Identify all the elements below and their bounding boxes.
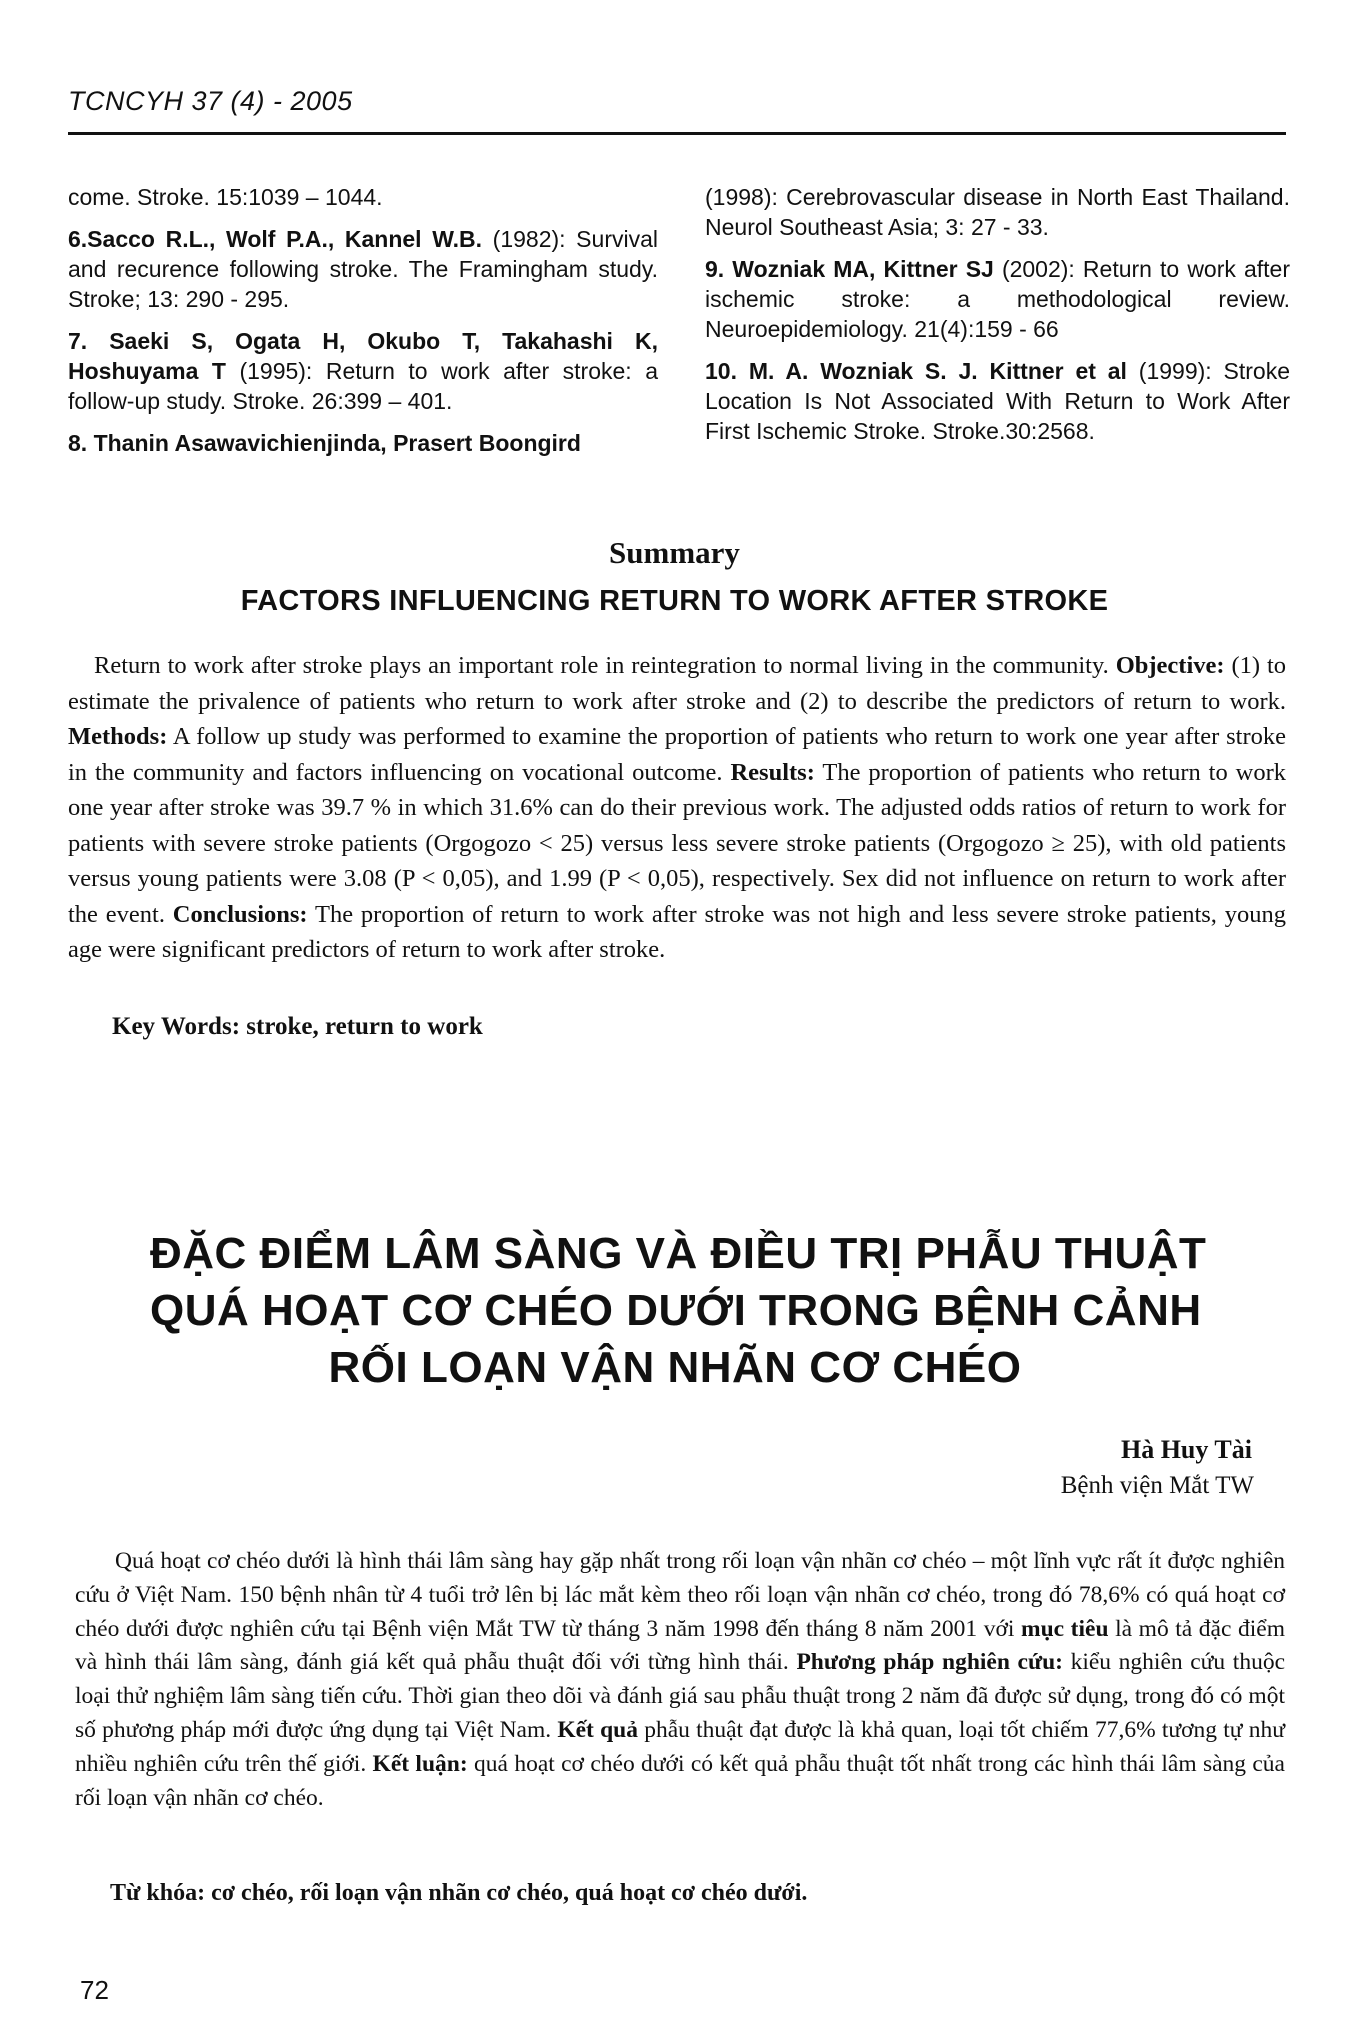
summary-subtitle: FACTORS INFLUENCING RETURN TO WORK AFTER STROKE bbox=[240, 585, 1109, 617]
reference-item bbox=[68, 326, 658, 416]
reference-authors: 9. Wozniak MA, Kittner SJ bbox=[705, 256, 994, 282]
reference-item bbox=[705, 254, 1290, 344]
conclusions-label: Conclusions: bbox=[172, 900, 308, 928]
article-title bbox=[150, 1225, 1207, 1396]
reference-text: (1995): Return to work after stroke: a follow-up study. Stroke. 26:399 – 401. bbox=[68, 358, 658, 414]
method-label: Phương pháp nghiên cứu: bbox=[796, 1649, 1063, 1676]
reference-item bbox=[68, 428, 658, 458]
result-text: phẫu thuật đạt được là khả quan, loại tốt chiếm 77,6% tương tự như nhiều nghiên cứu trên thế giới. bbox=[75, 1716, 1285, 1777]
objective-text: (1) to estimate the privalence of patients who return to work after stroke and (2) to describe the predictors of return to work. bbox=[68, 652, 1287, 715]
result-label: Kết quả bbox=[557, 1716, 638, 1743]
reference-text: (2002): Return to work after ischemic stroke: a methodological review. Neuroepidemiology. 21(4):159 - 66 bbox=[705, 256, 1291, 342]
author-affiliation: Bệnh viện Mắt TW bbox=[1060, 1472, 1254, 1499]
reference-item bbox=[705, 356, 1290, 446]
article-title-line: QUÁ HOẠT CƠ CHÉO DƯỚI TRONG BỆNH CẢNH bbox=[150, 1286, 1202, 1335]
vn-keywords-label: Từ khóa: bbox=[110, 1880, 206, 1906]
english-abstract bbox=[68, 648, 1286, 968]
vn-abstract-intro: Quá hoạt cơ chéo dưới là hình thái lâm sàng hay gặp nhất trong rối loạn vận nhãn cơ chéo – một lĩnh vực rất ít được nghiên cứu ở Việt Nam. 150 bệnh nhân từ 4 tuổi trở lên bị lác mắt kèm theo rối loạn vận nhãn cơ chéo, trong đó 78,6% có quá hoạt cơ chéo dưới được nghiên cứu tại Bệnh viện Mắt TW từ tháng 3 năm 1998 đến tháng 8 năm 2001 với bbox=[75, 1548, 1285, 1642]
reference-text: (1982): Survival and recurence following stroke. The Framingham study. Stroke; 13: 290 - 295. bbox=[68, 226, 658, 312]
vietnamese-abstract bbox=[75, 1545, 1285, 1815]
references-left-column bbox=[68, 182, 658, 470]
results-text: The proportion of patients who return to work one year after stroke was 39.7 % in which 31.6% can do their previous work. The adjusted odds ratios of return to work for patients with severe stroke patients (Orgogozo < 25) versus less severe stroke patients (Orgogozo ≥ 25), with old patients versus young patients were 3.08 (P < 0,05), and 1.99 (P < 0,05), respectively. Sex did not influence on return to work after the event. bbox=[68, 758, 1286, 928]
header-rule bbox=[68, 132, 1286, 135]
references-right-column bbox=[705, 182, 1290, 458]
conclusions-text: The proportion of return to work after stroke was not high and less severe stroke patients, young age were significant predictors of return to work after stroke. bbox=[68, 900, 1287, 963]
aim-label: mục tiêu bbox=[1021, 1615, 1109, 1642]
aim-text: là mô tả đặc điểm và hình thái lâm sàng, đánh giá kết quả phẫu thuật đối với từng hình thái. bbox=[75, 1615, 1285, 1676]
reference-text: (1998): Cerebrovascular disease in North East Thailand. Neurol Southeast Asia; 3: 27 - 33. bbox=[705, 184, 1290, 240]
reference-text: come. Stroke. 15:1039 – 1044. bbox=[68, 184, 383, 210]
method-text: kiểu nghiên cứu thuộc loại thử nghiệm lâm sàng tiến cứu. Thời gian theo dõi và đánh giá sau phẫu thuật trong 2 năm đã được sử dụng, trong đó có một số phương pháp mới được ứng dụng tại Việt Nam. bbox=[75, 1649, 1286, 1743]
abstract-intro: Return to work after stroke plays an important role in reintegration to normal living in the community. bbox=[94, 652, 1109, 679]
reference-item bbox=[705, 182, 1290, 242]
reference-authors: 6.Sacco R.L., Wolf P.A., Kannel W.B. bbox=[68, 226, 483, 252]
journal-header: TCNCYH 37 (4) - 2005 bbox=[68, 86, 353, 116]
article-title-line: RỐI LOẠN VẬN NHÃN CƠ CHÉO bbox=[328, 1343, 1022, 1392]
reference-text: (1999): Stroke Location Is Not Associated With Return to Work After First Ischemic Stroke. Stroke.30:2568. bbox=[705, 358, 1290, 444]
vn-keywords-value: cơ chéo, rối loạn vận nhãn cơ chéo, quá hoạt cơ chéo dưới. bbox=[205, 1880, 808, 1906]
results-label: Results: bbox=[730, 758, 815, 786]
reference-item bbox=[68, 224, 658, 314]
author-name: Hà Huy Tài bbox=[1120, 1435, 1252, 1464]
methods-label: Methods: bbox=[68, 723, 168, 750]
summary-title: Summary bbox=[609, 535, 740, 570]
english-keywords: Key Words: stroke, return to work bbox=[112, 1013, 483, 1040]
article-title-line: ĐẶC ĐIỂM LÂM SÀNG VÀ ĐIỀU TRỊ PHẪU THUẬT bbox=[150, 1229, 1207, 1278]
reference-authors: 8. Thanin Asawavichienjinda, Prasert Boongird bbox=[68, 430, 581, 456]
methods-text: A follow up study was performed to examine the proportion of patients who return to work one year after stroke in the community and factors influencing on vocational outcome. bbox=[68, 723, 1286, 786]
vietnamese-keywords bbox=[110, 1880, 807, 1907]
conclusion-label: Kết luận: bbox=[372, 1750, 468, 1777]
objective-label: Objective: bbox=[1115, 652, 1225, 679]
conclusion-text: quá hoạt cơ chéo dưới có kết quả phẫu thuật tốt nhất trong các hình thái lâm sàng của rối loạn vận nhãn cơ chéo. bbox=[75, 1750, 1285, 1811]
reference-item bbox=[68, 182, 658, 212]
reference-authors: 10. M. A. Wozniak S. J. Kittner et al bbox=[705, 358, 1127, 384]
page-number: 72 bbox=[80, 1975, 109, 2005]
reference-authors: 7. Saeki S, Ogata H, Okubo T, Takahashi K, Hoshuyama T bbox=[68, 328, 658, 384]
